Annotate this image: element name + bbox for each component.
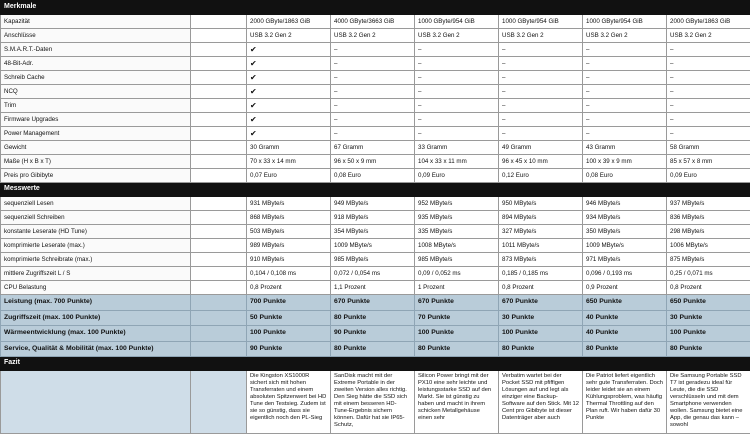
value-cell: 0,08 Euro [583, 169, 667, 183]
value-cell: 1000 GByte/954 GiB [583, 15, 667, 29]
value-cell: 650 Punkte [583, 295, 667, 311]
empty-cell [191, 267, 247, 281]
value-cell: ✔ [247, 113, 331, 127]
value-cell: 0,8 Prozent [499, 281, 583, 295]
value-cell: 700 Punkte [247, 295, 331, 311]
value-cell: 1009 MByte/s [331, 239, 415, 253]
empty-cell [191, 281, 247, 295]
value-cell: – [331, 127, 415, 141]
table-row [1, 267, 750, 281]
section-spacer [667, 183, 750, 197]
value-cell: 989 MByte/s [247, 239, 331, 253]
value-cell: 80 Punkte [499, 341, 583, 357]
value-cell: ✔ [247, 99, 331, 113]
empty-cell [191, 155, 247, 169]
value-cell: ✔ [247, 127, 331, 141]
value-cell: USB 3.2 Gen 2 [667, 29, 750, 43]
section-spacer [415, 1, 499, 15]
section-spacer [499, 1, 583, 15]
row-label: Schreib Cache [1, 71, 191, 85]
section-spacer [583, 183, 667, 197]
table-row [1, 211, 750, 225]
value-cell: 1006 MByte/s [667, 239, 750, 253]
value-cell: 952 MByte/s [415, 197, 499, 211]
fazit-text: Die Samsung Portable SSD T7 ist geradezu ideal für Leute, die die SSD verschlüsseln und mit dem Smartphone verwenden wollen. Samsung bietet eine App, die genau das kann – sowohl [667, 371, 750, 434]
value-cell: – [499, 85, 583, 99]
value-cell: 70 Punkte [415, 310, 499, 326]
table-row [1, 113, 750, 127]
value-cell: 0,185 / 0,185 ms [499, 267, 583, 281]
value-cell: USB 3.2 Gen 2 [247, 29, 331, 43]
value-cell: 0,8 Prozent [247, 281, 331, 295]
value-cell: USB 3.2 Gen 2 [415, 29, 499, 43]
value-cell: – [415, 71, 499, 85]
value-cell: 96 x 50 x 9 mm [331, 155, 415, 169]
value-cell: 100 Punkte [667, 326, 750, 342]
value-cell: – [499, 99, 583, 113]
value-cell: – [499, 71, 583, 85]
section-spacer [191, 357, 247, 371]
value-cell: 80 Punkte [415, 341, 499, 357]
value-cell: 80 Punkte [331, 341, 415, 357]
row-label: komprimierte Leserate (max.) [1, 239, 191, 253]
row-label: Zugriffszeit (max. 100 Punkte) [1, 310, 191, 326]
value-cell: 58 Gramm [667, 141, 750, 155]
value-cell: 670 Punkte [415, 295, 499, 311]
value-cell: 1000 GByte/954 GiB [499, 15, 583, 29]
value-cell: – [499, 113, 583, 127]
value-cell: – [583, 113, 667, 127]
section-spacer [667, 1, 750, 15]
row-label: Power Management [1, 127, 191, 141]
value-cell: – [415, 99, 499, 113]
table-row [1, 341, 750, 357]
value-cell: 80 Punkte [583, 341, 667, 357]
value-cell: – [415, 57, 499, 71]
empty-cell [191, 141, 247, 155]
row-label: Preis pro Gibibyte [1, 169, 191, 183]
value-cell: 1,1 Prozent [331, 281, 415, 295]
table-row [1, 99, 750, 113]
value-cell: – [415, 85, 499, 99]
value-cell: – [583, 85, 667, 99]
value-cell: 931 MByte/s [247, 197, 331, 211]
value-cell: 298 MByte/s [667, 225, 750, 239]
table-row [1, 225, 750, 239]
table-row [1, 239, 750, 253]
row-label: komprimierte Schreibrate (max.) [1, 253, 191, 267]
empty-cell [191, 99, 247, 113]
table-row [1, 141, 750, 155]
row-label: Wärmeentwicklung (max. 100 Punkte) [1, 326, 191, 342]
section-spacer [583, 357, 667, 371]
table-row [1, 71, 750, 85]
table-row [1, 310, 750, 326]
value-cell: – [667, 43, 750, 57]
row-label: konstante Leserate (HD Tune) [1, 225, 191, 239]
empty-cell [191, 169, 247, 183]
value-cell: – [415, 43, 499, 57]
row-label: Maße (H x B x T) [1, 155, 191, 169]
empty-cell [191, 371, 247, 434]
fazit-text: Die Kingston XS1000R sichert sich mit hohen Transferraten und einem absoluten Spitzenwert bei HD Tune den Testsieg. Zudem ist sie so günstig, dass sie eigentlich noch den PL-Sieg [247, 371, 331, 434]
value-cell: 49 Gramm [499, 141, 583, 155]
section-spacer [583, 1, 667, 15]
value-cell: 70 x 33 x 14 mm [247, 155, 331, 169]
section-spacer [331, 183, 415, 197]
value-cell: 0,25 / 0,071 ms [667, 267, 750, 281]
value-cell: 100 Punkte [247, 326, 331, 342]
empty-cell [191, 127, 247, 141]
empty-cell [191, 43, 247, 57]
value-cell: USB 3.2 Gen 2 [499, 29, 583, 43]
section-spacer [331, 1, 415, 15]
value-cell: – [583, 99, 667, 113]
value-cell: 875 MByte/s [667, 253, 750, 267]
table-row [1, 57, 750, 71]
fazit-text: Die Patriot liefert eigentlich sehr gute Transferraten. Doch leider leidet sie an einem Kühlungsproblem, was häufig Thermal Throttling auf den Plan ruft. Wir haben dafür 30 Punkte [583, 371, 667, 434]
value-cell: 0,12 Euro [499, 169, 583, 183]
value-cell: – [667, 113, 750, 127]
empty-cell [191, 295, 247, 311]
value-cell: – [331, 43, 415, 57]
value-cell: 1008 MByte/s [415, 239, 499, 253]
row-label: Firmware Upgrades [1, 113, 191, 127]
table-row [1, 169, 750, 183]
value-cell: 80 Punkte [331, 310, 415, 326]
fazit-text: Verbatim wartet bei der Pocket SSD mit pfiffigen Lösungen auf und legt als einziger eine Backup-Software auf den Stick. Mit 12 Cent pro Gibibyte ist dieser Datenträger aber auch [499, 371, 583, 434]
row-label: Leistung (max. 700 Punkte) [1, 295, 191, 311]
section-spacer [331, 357, 415, 371]
value-cell: 33 Gramm [415, 141, 499, 155]
value-cell: 80 Punkte [667, 341, 750, 357]
empty-cell [191, 113, 247, 127]
value-cell: 918 MByte/s [331, 211, 415, 225]
section-spacer [499, 183, 583, 197]
section-spacer [415, 357, 499, 371]
row-label: CPU Belastung [1, 281, 191, 295]
table-row [1, 326, 750, 342]
value-cell: – [499, 43, 583, 57]
empty-cell [191, 253, 247, 267]
section-title: Fazit [1, 357, 191, 371]
section-header-merkmale [1, 1, 750, 15]
table-row [1, 281, 750, 295]
value-cell: ✔ [247, 85, 331, 99]
value-cell: – [415, 127, 499, 141]
value-cell: 100 Punkte [415, 326, 499, 342]
table-row [1, 15, 750, 29]
value-cell: 0,09 / 0,052 ms [415, 267, 499, 281]
value-cell: – [499, 127, 583, 141]
value-cell: 949 MByte/s [331, 197, 415, 211]
empty-cell [191, 15, 247, 29]
value-cell: – [667, 71, 750, 85]
value-cell: – [331, 99, 415, 113]
section-spacer [191, 183, 247, 197]
section-spacer [247, 1, 331, 15]
value-cell: – [667, 99, 750, 113]
value-cell: – [415, 113, 499, 127]
value-cell: 100 x 39 x 9 mm [583, 155, 667, 169]
value-cell: 354 MByte/s [331, 225, 415, 239]
value-cell: 503 MByte/s [247, 225, 331, 239]
value-cell: 873 MByte/s [499, 253, 583, 267]
value-cell: 2000 GByte/1863 GiB [667, 15, 750, 29]
section-spacer [247, 357, 331, 371]
empty-cell [191, 225, 247, 239]
value-cell: 985 MByte/s [331, 253, 415, 267]
value-cell: 4000 GByte/3663 GiB [331, 15, 415, 29]
row-label: Anschlüsse [1, 29, 191, 43]
value-cell: 96 x 45 x 10 mm [499, 155, 583, 169]
value-cell: 0,096 / 0,193 ms [583, 267, 667, 281]
value-cell: 30 Gramm [247, 141, 331, 155]
value-cell: 836 MByte/s [667, 211, 750, 225]
value-cell: – [667, 127, 750, 141]
value-cell: – [583, 57, 667, 71]
value-cell: ✔ [247, 43, 331, 57]
section-header-messwerte [1, 183, 750, 197]
table-row [1, 253, 750, 267]
row-label: Service, Qualität & Mobilität (max. 100 Punkte) [1, 341, 191, 357]
value-cell: 946 MByte/s [583, 197, 667, 211]
value-cell: 350 MByte/s [583, 225, 667, 239]
value-cell: 1009 MByte/s [583, 239, 667, 253]
value-cell: 1000 GByte/954 GiB [415, 15, 499, 29]
value-cell: 670 Punkte [499, 295, 583, 311]
value-cell: – [331, 85, 415, 99]
table-row [1, 43, 750, 57]
empty-cell [191, 85, 247, 99]
table-row [1, 127, 750, 141]
empty-cell [191, 326, 247, 342]
value-cell: 0,09 Euro [667, 169, 750, 183]
value-cell: 1 Prozent [415, 281, 499, 295]
value-cell: – [331, 71, 415, 85]
value-cell: – [583, 71, 667, 85]
section-title: Merkmale [1, 1, 191, 15]
empty-cell [191, 71, 247, 85]
value-cell: 894 MByte/s [499, 211, 583, 225]
table-row [1, 155, 750, 169]
row-label: mittlere Zugriffszeit L / S [1, 267, 191, 281]
section-spacer [191, 1, 247, 15]
row-label: NCQ [1, 85, 191, 99]
value-cell: 90 Punkte [247, 341, 331, 357]
empty-cell [191, 310, 247, 326]
section-spacer [667, 357, 750, 371]
value-cell: 950 MByte/s [499, 197, 583, 211]
value-cell: 104 x 33 x 11 mm [415, 155, 499, 169]
value-cell: 335 MByte/s [415, 225, 499, 239]
fazit-label-cell [1, 371, 191, 434]
fazit-text: SanDisk macht mit der Extreme Portable in der zweiten Version alles richtig. Den Sieg hätte die SSD sich mit einem besseren HD-Tune-Ergebnis sichern können. Dafür hat sie IP65-Schutz, [331, 371, 415, 434]
value-cell: 40 Punkte [583, 326, 667, 342]
value-cell: – [583, 127, 667, 141]
row-label: 48-Bit-Adr. [1, 57, 191, 71]
value-cell: 0,104 / 0,108 ms [247, 267, 331, 281]
row-label: Trim [1, 99, 191, 113]
value-cell: 0,07 Euro [247, 169, 331, 183]
value-cell: 30 Punkte [667, 310, 750, 326]
value-cell: 50 Punkte [247, 310, 331, 326]
value-cell: 1011 MByte/s [499, 239, 583, 253]
fazit-row [1, 371, 750, 434]
value-cell: 935 MByte/s [415, 211, 499, 225]
empty-cell [191, 211, 247, 225]
value-cell: – [667, 85, 750, 99]
value-cell: 85 x 57 x 8 mm [667, 155, 750, 169]
section-spacer [247, 183, 331, 197]
value-cell: 30 Punkte [499, 310, 583, 326]
value-cell: – [583, 43, 667, 57]
section-spacer [415, 183, 499, 197]
value-cell: ✔ [247, 57, 331, 71]
section-title: Messwerte [1, 183, 191, 197]
value-cell: 327 MByte/s [499, 225, 583, 239]
empty-cell [191, 239, 247, 253]
empty-cell [191, 341, 247, 357]
value-cell: 100 Punkte [499, 326, 583, 342]
value-cell: USB 3.2 Gen 2 [331, 29, 415, 43]
row-label: Gewicht [1, 141, 191, 155]
value-cell: 0,09 Euro [415, 169, 499, 183]
value-cell: – [331, 113, 415, 127]
value-cell: USB 3.2 Gen 2 [583, 29, 667, 43]
row-label: S.M.A.R.T.-Daten [1, 43, 191, 57]
value-cell: 934 MByte/s [583, 211, 667, 225]
value-cell: 2000 GByte/1863 GiB [247, 15, 331, 29]
table-row [1, 197, 750, 211]
value-cell: 0,9 Prozent [583, 281, 667, 295]
value-cell: – [499, 57, 583, 71]
row-label: sequenziell Schreiben [1, 211, 191, 225]
empty-cell [191, 29, 247, 43]
empty-cell [191, 197, 247, 211]
value-cell: 985 MByte/s [415, 253, 499, 267]
value-cell: 0,072 / 0,054 ms [331, 267, 415, 281]
value-cell: 67 Gramm [331, 141, 415, 155]
table-row [1, 295, 750, 311]
fazit-text: Silicon Power bringt mit der PX10 eine sehr leichte und leistungsstarke SSD auf den Markt. Sie ist günstig zu haben und macht in ihrem schicken Metallgehäuse einen sehr [415, 371, 499, 434]
value-cell: 937 MByte/s [667, 197, 750, 211]
section-header-fazit [1, 357, 750, 371]
table-row [1, 85, 750, 99]
value-cell: – [667, 57, 750, 71]
value-cell: 910 MByte/s [247, 253, 331, 267]
table-row [1, 29, 750, 43]
value-cell: 0,08 Euro [331, 169, 415, 183]
value-cell: 0,8 Prozent [667, 281, 750, 295]
section-spacer [499, 357, 583, 371]
value-cell: – [331, 57, 415, 71]
value-cell: 43 Gramm [583, 141, 667, 155]
row-label: Kapazität [1, 15, 191, 29]
value-cell: 650 Punkte [667, 295, 750, 311]
value-cell: 670 Punkte [331, 295, 415, 311]
value-cell: 971 MByte/s [583, 253, 667, 267]
empty-cell [191, 57, 247, 71]
value-cell: 90 Punkte [331, 326, 415, 342]
value-cell: 40 Punkte [583, 310, 667, 326]
value-cell: 868 MByte/s [247, 211, 331, 225]
value-cell: ✔ [247, 71, 331, 85]
row-label: sequenziell Lesen [1, 197, 191, 211]
